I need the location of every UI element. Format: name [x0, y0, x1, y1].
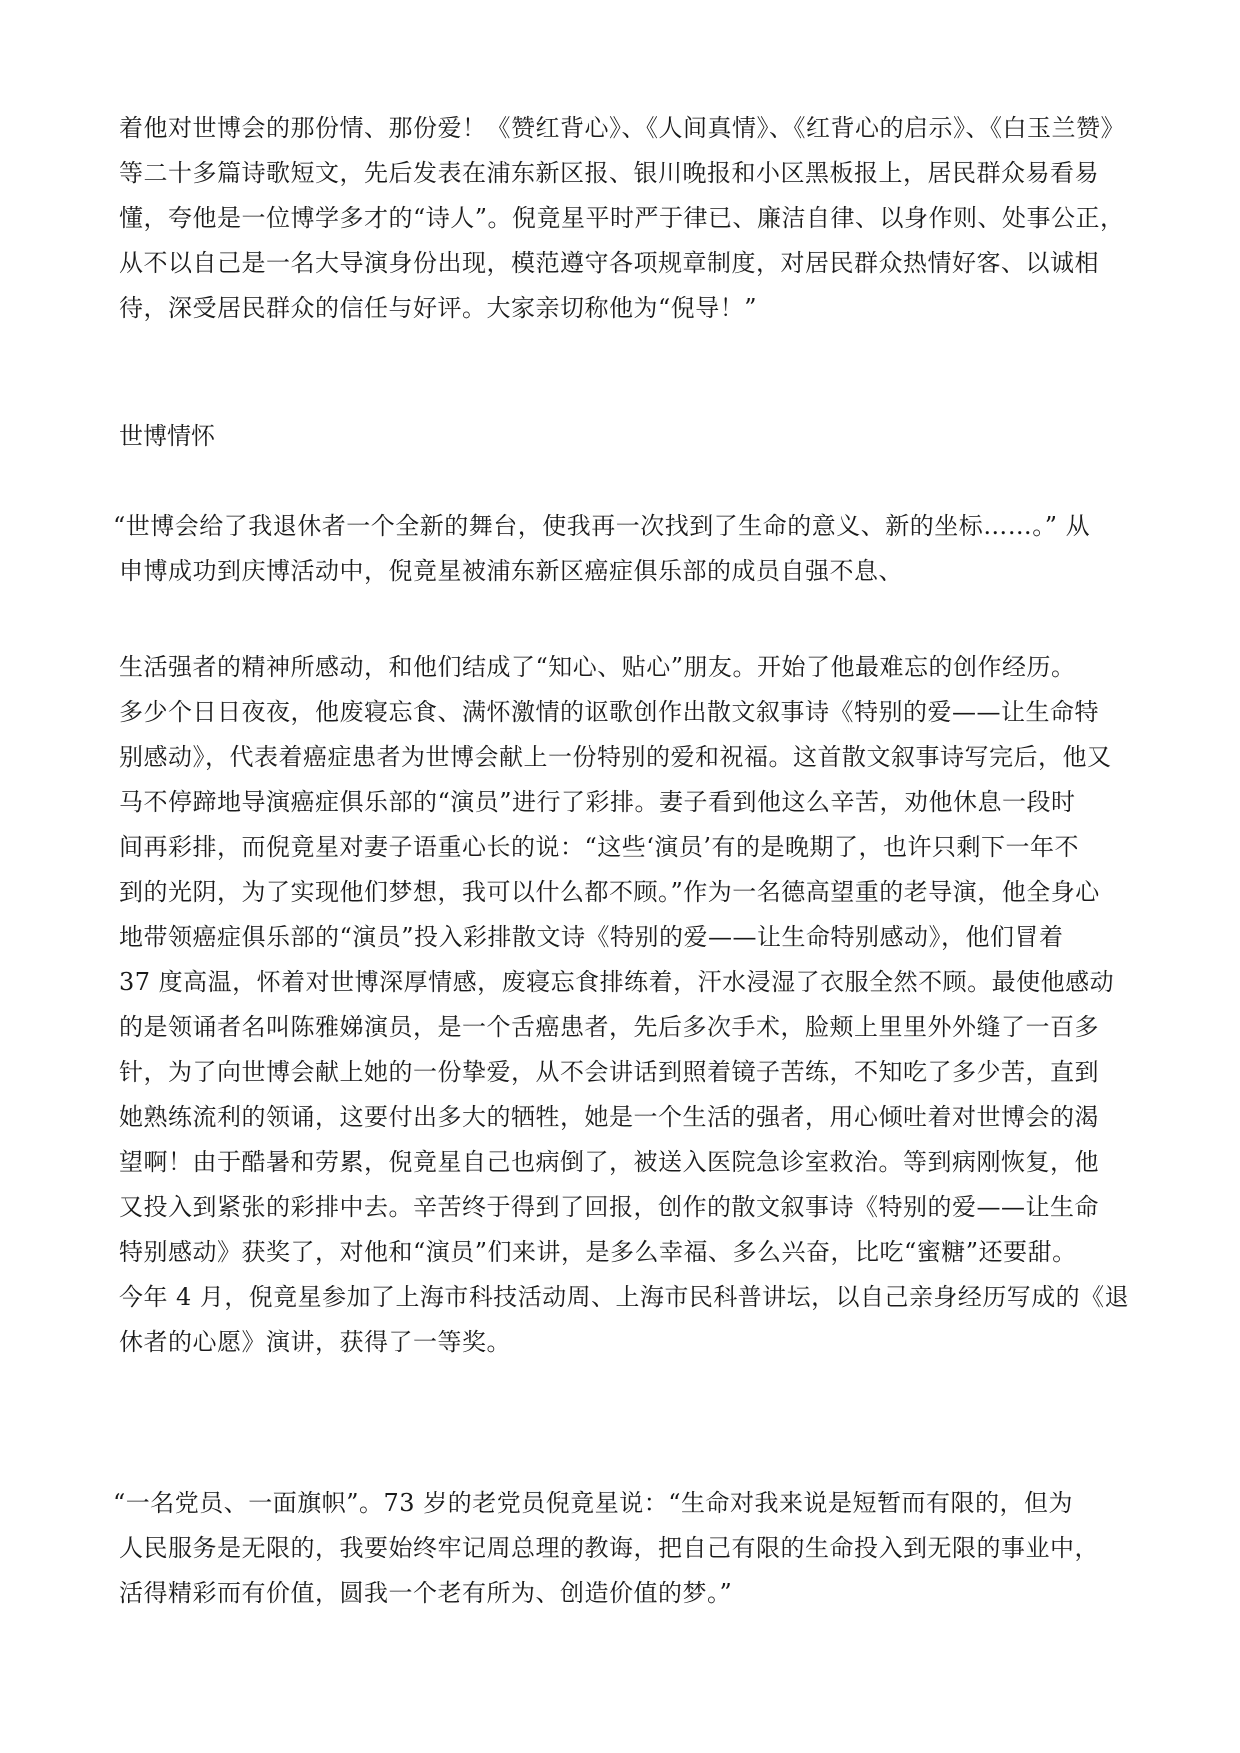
paragraph-intro: [119, 106, 1125, 331]
text-line: 的是领诵者名叫陈雅娣演员，是一个舌癌患者，先后多次手术，脸颊上里里外外缝了一百多: [119, 1013, 1099, 1041]
text-line: 休者的心愿》演讲，获得了一等奖。: [119, 1328, 511, 1356]
text-line: 到的光阴，为了实现他们梦想，我可以什么都不顾。”作为一名德高望重的老导演，他全身心: [119, 878, 1100, 906]
text-line: 她熟练流利的领诵，这要付出多大的牺牲，她是一个生活的强者，用心倾吐着对世博会的渴: [119, 1103, 1099, 1131]
text-line: 待，深受居民群众的信任与好评。大家亲切称他为“倪导！”: [119, 294, 758, 322]
text-line: 活得精彩而有价值，圆我一个老有所为、创造价值的梦。”: [119, 1579, 733, 1607]
text-line: 着他对世博会的那份情、那份爱！《赞红背心》、《人间真情》、《红背心的启示》、《白玉兰赞》: [119, 114, 1125, 142]
text-line: 从不以自己是一名大导演身份出现，模范遵守各项规章制度，对居民群众热情好客、以诚相: [119, 249, 1099, 277]
text-line: 申博成功到庆博活动中，倪竟星被浦东新区癌症俱乐部的成员自强不息、: [119, 557, 903, 585]
text-line: 懂，夸他是一位博学多才的“诗人”。倪竟星平时严于律已、廉洁自律、以身作则、处事公正，: [119, 204, 1125, 232]
text-line: 多少个日日夜夜，他废寝忘食、满怀激情的讴歌创作出散文叙事诗《特别的爱——让生命特: [119, 698, 1099, 726]
text-line: 等二十多篇诗歌短文，先后发表在浦东新区报、银川晚报和小区黑板报上，居民群众易看易: [119, 159, 1099, 187]
paragraph-quote: [113, 504, 1120, 594]
section-heading: 世博情怀: [119, 422, 215, 450]
text-line: 地带领癌症俱乐部的“演员”投入彩排散文诗《特别的爱——让生命特别感动》，他们冒着: [119, 923, 1064, 951]
text-line: “世博会给了我退休者一个全新的舞台，使我再一次找到了生命的意义、新的坐标……。” 从: [113, 512, 1091, 540]
paragraph-story: [119, 645, 1130, 1365]
paragraph-closing: [113, 1481, 1120, 1616]
text-line: “一名党员、一面旗帜”。73 岁的老党员倪竟星说：“生命对我来说是短暂而有限的，但为: [113, 1489, 1073, 1517]
text-line: 别感动》，代表着癌症患者为世博会献上一份特别的爱和祝福。这首散文叙事诗写完后，他又: [119, 743, 1112, 771]
text-line: 又投入到紧张的彩排中去。辛苦终于得到了回报，创作的散文叙事诗《特别的爱——让生命: [119, 1193, 1099, 1221]
text-line: 今年 4 月，倪竟星参加了上海市科技活动周、上海市民科普讲坛，以自己亲身经历写成的《退: [119, 1283, 1130, 1311]
text-line: 生活强者的精神所感动，和他们结成了“知心、贴心”朋友。开始了他最难忘的创作经历。: [119, 653, 1076, 681]
text-line: 望啊！由于酷暑和劳累，倪竟星自己也病倒了，被送入医院急诊室救治。等到病刚恢复，他: [119, 1148, 1099, 1176]
text-line: 特别感动》获奖了，对他和“演员”们来讲，是多么幸福、多么兴奋，比吃“蜜糖”还要甜。: [119, 1238, 1077, 1266]
text-line: 人民服务是无限的，我要始终牢记周总理的教诲，把自己有限的生命投入到无限的事业中，: [119, 1534, 1099, 1562]
text-line: 间再彩排，而倪竟星对妻子语重心长的说：“这些‘演员’有的是晚期了，也许只剩下一年不: [119, 833, 1080, 861]
text-line: 马不停蹄地导演癌症俱乐部的“演员”进行了彩排。妻子看到他这么辛苦，劝他休息一段时: [119, 788, 1076, 816]
text-line: 针，为了向世博会献上她的一份挚爱，从不会讲话到照着镜子苦练，不知吃了多少苦，直到: [119, 1058, 1099, 1086]
text-line: 37 度高温，怀着对世博深厚情感，废寝忘食排练着，汗水浸湿了衣服全然不顾。最使他感动: [119, 968, 1115, 996]
